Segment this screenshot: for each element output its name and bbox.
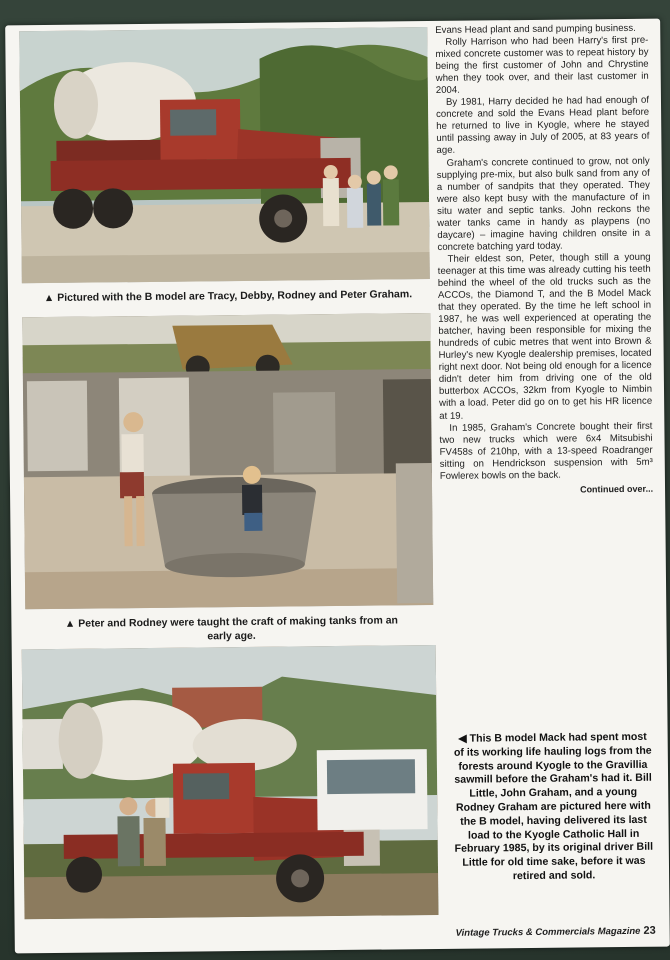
photo1-caption: ▲ Pictured with the B model are Tracy, Debby, Rodney and Peter Graham. (43, 288, 413, 305)
article-paragraph: Graham's concrete continued to grow, not only supplying pre-mix, but also bulk sand from any of a number of sandpits that they operated. They were also kept busy with the manufacture of in situ water and septic tanks. John reckons the water tanks came in handy as playpens (no daycare) – imagine having children onsite in a concrete batching yard today. (436, 155, 651, 253)
article-paragraph: Their eldest son, Peter, though still a young teenager at this time was already cutting his teeth behind the wheel of the old trucks such as the ACCOs, the Diamond T, and the B Model Mack that they operated. By the time he left school in 1987, he was well experienced at operating the batcher, having been responsible for mixing the hundreds of cubic metres that went into Brown & Hurley's new Kyogle dealership premises, located right next door. Not being old enough for a licence didn't deter him from driving one of the old butterbox ACCOs, 32km from Kyogle to Nimbin with a load. Peter did go on to get his HR licence at 19. (437, 251, 653, 422)
photo2-caption (25, 613, 437, 645)
magazine-name: Vintage Trucks & Commercials Magazine (455, 925, 641, 939)
photo-b-model-family-image (19, 27, 430, 283)
article-paragraph: Evans Head plant and sand pumping business. (435, 22, 636, 36)
photo-mack-last-load-image (22, 645, 439, 919)
photo-tank-making (22, 313, 433, 609)
photo3-caption: ◀ This B model Mack had spent most of its working life hauling logs from the forests around Kyogle to the Gravillia sawmill before the Graham's had it. Bill Little, John Graham, and a young Rodney Graham are pictured here with the B model, having delivered its last load to the Kyogle Catholic Hall in February 1985, by its original driver Bill Little for old time sake, before it was retired and sold. (453, 730, 654, 883)
article-column (435, 23, 653, 497)
photo-mack-last-load (22, 645, 439, 919)
continued-over-label: Continued over... (579, 483, 654, 495)
photo-tank-making-image (22, 313, 433, 609)
magazine-page (5, 19, 670, 954)
photo2-caption-line2: early age. (207, 629, 256, 643)
photo-b-model-family (19, 27, 430, 283)
article-paragraph: By 1981, Harry decided he had had enough of concrete and sold the Evans Head plant before he returned to live in Kyogle, where he stayed until passing away in July of 2005, at 83 years of age. (436, 94, 650, 157)
page-footer (456, 925, 656, 939)
article-paragraph: Rolly Harrison who had been Harry's first pre-mixed concrete customer was to repeat history by being the first customer of John and Chrystine when they took over, and their last customer in 2004. (435, 34, 649, 97)
page-number: 23 (643, 924, 656, 937)
photo2-caption-line1: ▲ Peter and Rodney were taught the craft of making tanks from an (64, 614, 398, 630)
article-paragraph: In 1985, Graham's Concrete bought their first two new trucks which were 6x4 Mitsubishi FV458s of 210hp, with a 13-speed Roadranger sitting on Hendrickson suspension with 5m³ Fowlerex bowls on the back. (439, 420, 653, 482)
